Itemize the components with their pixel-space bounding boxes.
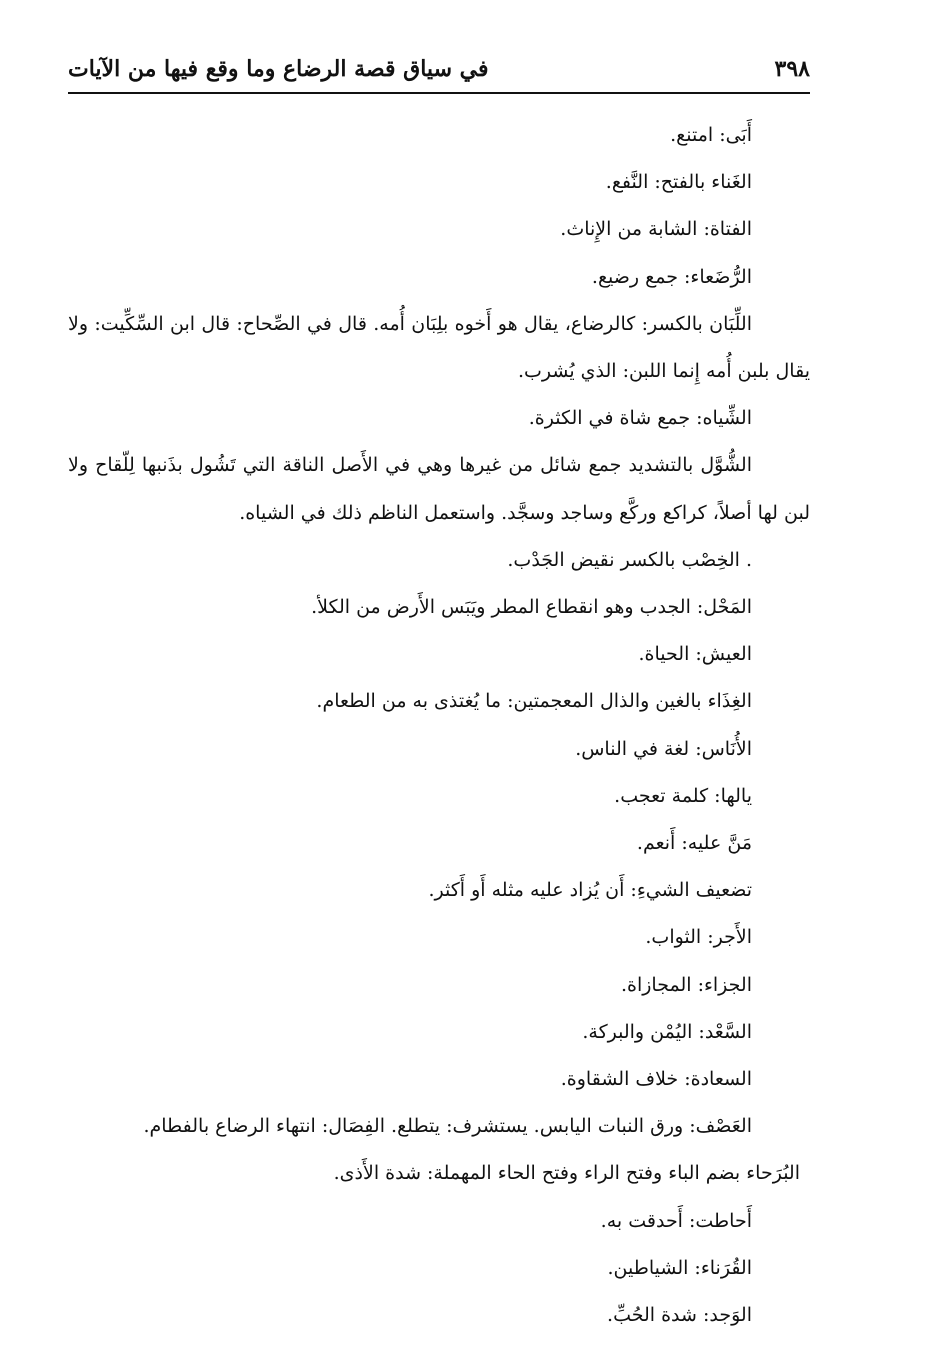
glossary-entry: الشُّوَّل بالتشديد جمع شائل من غيرها وهي في الأَصل الناقة التي تَشُول بذَنبها لِلّقاح ولا لبن لها أصلاً، كراكع وركَّع وساجد وسجَّد. واستعمل الناظم ذلك في الشياه. [68, 454, 810, 524]
glossary-entry: الأُنَاس: لغة في الناس. [575, 737, 752, 760]
glossary-entry: الشِّياه: جمع شاة في الكثرة. [528, 407, 752, 430]
glossary-entry: أَحاطت: أَحدقت به. [600, 1209, 752, 1232]
glossary-entry: الغَناء بالفتح: النَّفع. [605, 171, 752, 194]
header-rule [68, 92, 810, 94]
glossary-entry: الجزاء: المجازاة. [620, 973, 752, 996]
glossary-entry: السعادة: خلاف الشقاوة. [560, 1068, 752, 1091]
glossary-entry: السَّعْد: اليُمْن والبركة. [582, 1020, 752, 1043]
glossary-entries [68, 112, 810, 1339]
glossary-entry: الفتاة: الشابة من الإِناث. [560, 218, 752, 241]
glossary-entry: القُرَناء: الشياطين. [607, 1256, 752, 1279]
running-head [68, 56, 810, 90]
glossary-entry: . الخِصْب بالكسر نقيض الجَدْب. [507, 548, 752, 571]
glossary-entry: المَحْل: الجدب وهو انقطاع المطر ويَبَس الأَرض من الكلأ. [311, 596, 752, 619]
page-number: ٣٩٨ [774, 56, 810, 82]
glossary-entry: الوَجد: شدة الحُبِّ. [607, 1304, 752, 1327]
glossary-entry: الرُّضَعاء: جمع رضيع. [591, 265, 752, 288]
glossary-entry: الغِذَاء بالغين والذال المعجمتين: ما يُغتذى به من الطعام. [316, 690, 752, 713]
glossary-entry: أَبَى: امتنع. [670, 124, 752, 146]
glossary-entry: الأَجر: الثواب. [645, 926, 752, 949]
glossary-entry: العَصْف: ورق النبات اليابس. يستشرف: يتطلع. الفِصَال: انتهاء الرضاع بالفطام. [143, 1115, 752, 1138]
running-head-title: في سياق قصة الرضاع وما وقع فيها من الآيات [68, 56, 489, 82]
glossary-entry: يالها: كلمة تعجب. [614, 784, 752, 807]
glossary-entry: تضعيف الشيءِ: أَن يُزاد عليه مثله أَو أَكثر. [428, 879, 752, 902]
glossary-entry: البُرَحاء بضم الباء وفتح الراء وفتح الحاء المهملة: شدة الأَذى. [333, 1162, 800, 1185]
glossary-entry: العيش: الحياة. [638, 643, 752, 666]
glossary-entry: مَنَّ عليه: أَنعم. [636, 832, 752, 855]
glossary-entry: اللِّبَان بالكسر: كالرضاع، يقال هو أَخوه بلِبَان أُمه. قال في الصِّحاح: قال ابن السِّكِّيت: ولا يقال بلبن أُمه إِنما اللبن: الذي يُشرب. [68, 312, 810, 383]
